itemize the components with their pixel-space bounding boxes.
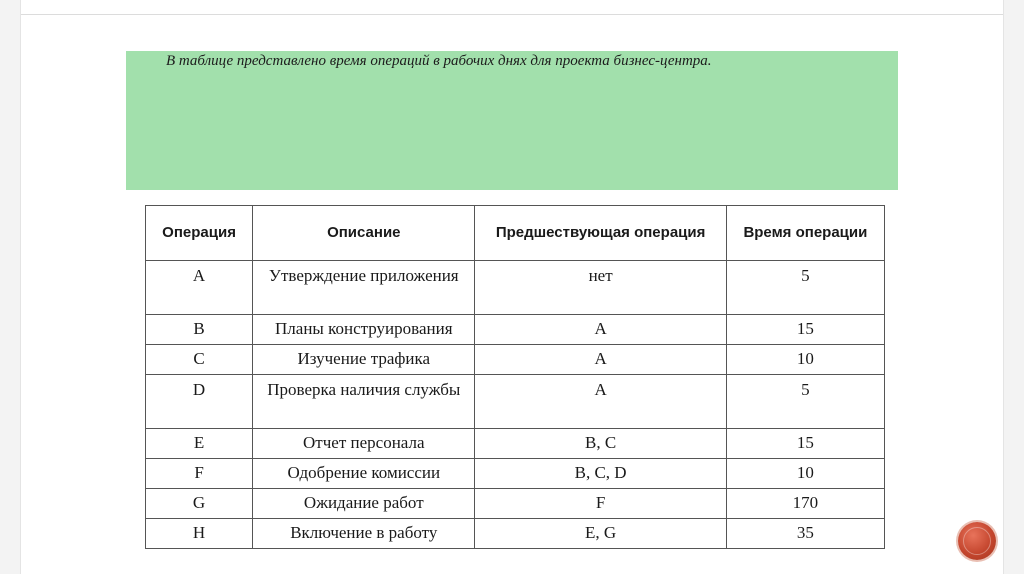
cell-operation: G <box>146 489 253 519</box>
cell-description: Отчет персонала <box>253 429 475 459</box>
slide-top-frame <box>0 0 1024 15</box>
cell-description: Планы конструирования <box>253 315 475 345</box>
cell-predecessor: A <box>475 375 726 429</box>
cell-description: Утверждение приложения <box>253 261 475 315</box>
table-row <box>146 345 885 375</box>
cell-predecessor: нет <box>475 261 726 315</box>
table-row <box>146 519 885 549</box>
cell-operation: A <box>146 261 253 315</box>
cell-duration: 35 <box>726 519 884 549</box>
cell-description: Включение в работу <box>253 519 475 549</box>
table-header-row <box>146 206 885 261</box>
cell-duration: 10 <box>726 345 884 375</box>
table-row <box>146 261 885 315</box>
cell-duration: 170 <box>726 489 884 519</box>
cell-duration: 15 <box>726 315 884 345</box>
cell-predecessor: B, C <box>475 429 726 459</box>
cell-predecessor: B, C, D <box>475 459 726 489</box>
cell-duration: 15 <box>726 429 884 459</box>
cell-predecessor: A <box>475 345 726 375</box>
cell-duration: 10 <box>726 459 884 489</box>
title-banner <box>126 51 898 190</box>
cell-predecessor: F <box>475 489 726 519</box>
cell-duration: 5 <box>726 261 884 315</box>
header-predecessor: Предшествующая операция <box>475 206 726 261</box>
slide-right-frame <box>1003 0 1024 574</box>
circle-nav-icon[interactable] <box>958 522 996 560</box>
cell-operation: D <box>146 375 253 429</box>
cell-description: Изучение трафика <box>253 345 475 375</box>
table-row <box>146 315 885 345</box>
cell-description: Ожидание работ <box>253 489 475 519</box>
cell-predecessor: A <box>475 315 726 345</box>
table-row <box>146 429 885 459</box>
cell-operation: B <box>146 315 253 345</box>
header-operation: Операция <box>146 206 253 261</box>
operations-table <box>145 205 885 549</box>
cell-operation: F <box>146 459 253 489</box>
circle-nav-inner <box>963 527 991 555</box>
slide-left-frame <box>0 0 21 574</box>
header-description: Описание <box>253 206 475 261</box>
table-row <box>146 375 885 429</box>
cell-operation: H <box>146 519 253 549</box>
banner-text: В таблице представлено время операций в рабочих днях для проекта бизнес-центра. <box>166 53 712 69</box>
cell-duration: 5 <box>726 375 884 429</box>
cell-operation: C <box>146 345 253 375</box>
header-duration: Время операции <box>726 206 884 261</box>
cell-description: Проверка наличия службы <box>253 375 475 429</box>
table-row <box>146 459 885 489</box>
cell-description: Одобрение комиссии <box>253 459 475 489</box>
cell-operation: E <box>146 429 253 459</box>
table-row <box>146 489 885 519</box>
cell-predecessor: E, G <box>475 519 726 549</box>
